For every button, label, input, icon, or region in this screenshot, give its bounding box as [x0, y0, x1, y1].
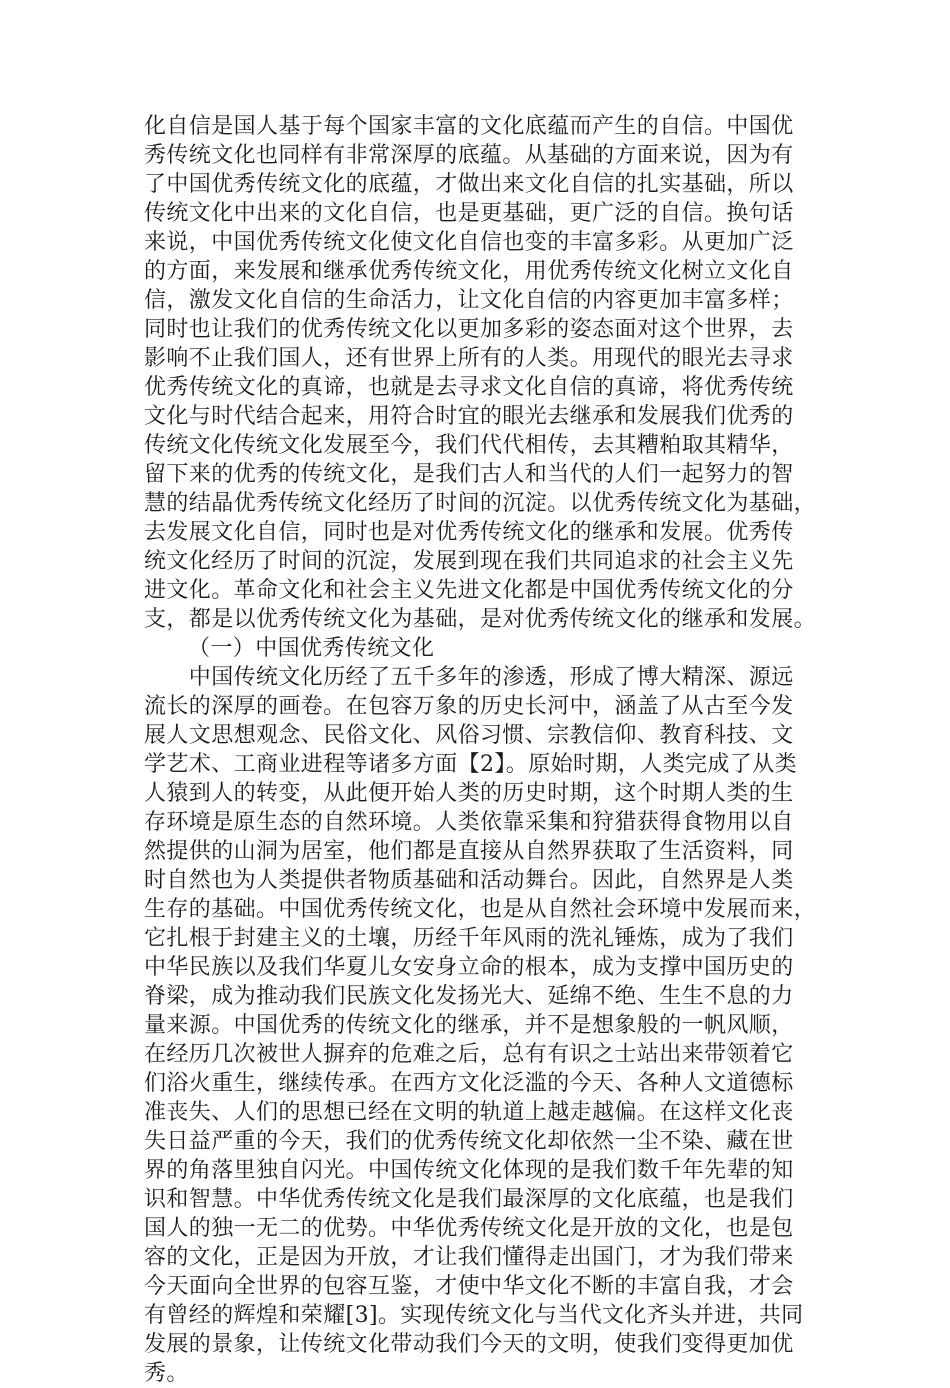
text-line: 流长的深厚的画卷。在包容万象的历史长河中，涵盖了从古至今发	[144, 694, 794, 719]
text-line: 留下来的优秀的传统文化，是我们古人和当代的人们一起努力的智	[144, 462, 794, 487]
text-line: 来说，中国优秀传统文化使文化自信也变的丰富多彩。从更加广泛	[144, 230, 794, 255]
text-line: 脊梁，成为推动我们民族文化发扬光大、延绵不绝、生生不息的力	[144, 984, 794, 1009]
text-line: 然提供的山洞为居室，他们都是直接从自然界获取了生活资料，同	[144, 839, 794, 864]
text-line: 传统文化中出来的文化自信，也是更基础，更广泛的自信。换句话	[144, 201, 794, 226]
text-line: 支，都是以优秀传统文化为基础，是对优秀传统文化的继承和发展。	[144, 607, 817, 632]
text-line: 同时也让我们的优秀传统文化以更加多彩的姿态面对这个世界，去	[144, 317, 794, 342]
text-line: 慧的结晶优秀传统文化经历了时间的沉淀。以优秀传统文化为基础，	[144, 491, 817, 516]
text-line: 进文化。革命文化和社会主义先进文化都是中国优秀传统文化的分	[144, 578, 794, 603]
text-line: 中华民族以及我们华夏儿女安身立命的根本，成为支撑中国历史的	[144, 955, 794, 980]
text-line: 今天面向全世界的包容互鉴，才使中华文化不断的丰富自我，才会	[144, 1274, 794, 1299]
text-line: 传统文化传统文化发展至今，我们代代相传，去其糟粕取其精华，	[144, 433, 794, 458]
text-line: 人猿到人的转变，从此便开始人类的历史时期，这个时期人类的生	[144, 781, 794, 806]
text-line: 了中国优秀传统文化的底蕴，才做出来文化自信的扎实基础，所以	[144, 172, 794, 197]
text-line: 的方面，来发展和继承优秀传统文化，用优秀传统文化树立文化自	[144, 259, 794, 284]
text-line: 容的文化，正是因为开放，才让我们懂得走出国门，才为我们带来	[144, 1245, 794, 1270]
text-line: 它扎根于封建主义的土壤，历经千年风雨的洗礼锤炼，成为了我们	[144, 926, 794, 951]
text-line: 识和智慧。中华优秀传统文化是我们最深厚的文化底蕴，也是我们	[144, 1187, 794, 1212]
text-line: 学艺术、工商业进程等诸多方面【2】。原始时期，人类完成了从类	[144, 752, 797, 777]
text-line: 有曾经的辉煌和荣耀[3]。实现传统文化与当代文化齐头并进，共同	[144, 1303, 804, 1328]
text-line: 发展的景象，让传统文化带动我们今天的文明，使我们变得更加优	[144, 1332, 794, 1357]
text-line: 准丧失、人们的思想已经在文明的轨道上越走越偏。在这样文化丧	[144, 1100, 794, 1125]
text-line: 展人文思想观念、民俗文化、风俗习惯、宗教信仰、教育科技、文	[144, 723, 794, 748]
text-line: 影响不止我们国人，还有世界上所有的人类。用现代的眼光去寻求	[144, 346, 794, 371]
text-line: 们浴火重生，继续传承。在西方文化泛滥的今天、各种人文道德标	[144, 1071, 794, 1096]
text-line: 秀传统文化也同样有非常深厚的底蕴。从基础的方面来说，因为有	[144, 143, 794, 168]
text-line: 优秀传统文化的真谛，也就是去寻求文化自信的真谛，将优秀传统	[144, 375, 794, 400]
text-line: 失日益严重的今天，我们的优秀传统文化却依然一尘不染、藏在世	[144, 1129, 794, 1154]
text-line: 中国传统文化历经了五千多年的渗透，形成了博大精深、源远	[144, 665, 794, 690]
text-line: 时自然也为人类提供者物质基础和活动舞台。因此，自然界是人类	[144, 868, 794, 893]
text-line: 存环境是原生态的自然环境。人类依靠采集和狩猎获得食物用以自	[144, 810, 794, 835]
text-line: 在经历几次被世人摒弃的危难之后，总有有识之士站出来带领着它	[144, 1042, 794, 1067]
text-line: 国人的独一无二的优势。中华优秀传统文化是开放的文化，也是包	[144, 1216, 794, 1241]
text-line: 信，激发文化自信的生命活力，让文化自信的内容更加丰富多样；	[144, 288, 794, 313]
body-text	[144, 112, 824, 1388]
text-line: 化自信是国人基于每个国家丰富的文化底蕴而产生的自信。中国优	[144, 114, 794, 139]
text-line: 秀。	[144, 1361, 189, 1386]
text-line: 生存的基础。中国优秀传统文化，也是从自然社会环境中发展而来，	[144, 897, 817, 922]
paragraph-2	[144, 663, 824, 1388]
text-line: 量来源。中国优秀的传统文化的继承，并不是想象般的一帆风顺，	[144, 1013, 794, 1038]
text-line: 文化与时代结合起来，用符合时宜的眼光去继承和发展我们优秀的	[144, 404, 794, 429]
text-line: 统文化经历了时间的沉淀，发展到现在我们共同追求的社会主义先	[144, 549, 794, 574]
text-line: 去发展文化自信，同时也是对优秀传统文化的继承和发展。优秀传	[144, 520, 794, 545]
paragraph-1	[144, 112, 824, 634]
text-line: 界的角落里独自闪光。中国传统文化体现的是我们数千年先辈的知	[144, 1158, 794, 1183]
section-heading: （一）中国优秀传统文化	[188, 636, 435, 661]
